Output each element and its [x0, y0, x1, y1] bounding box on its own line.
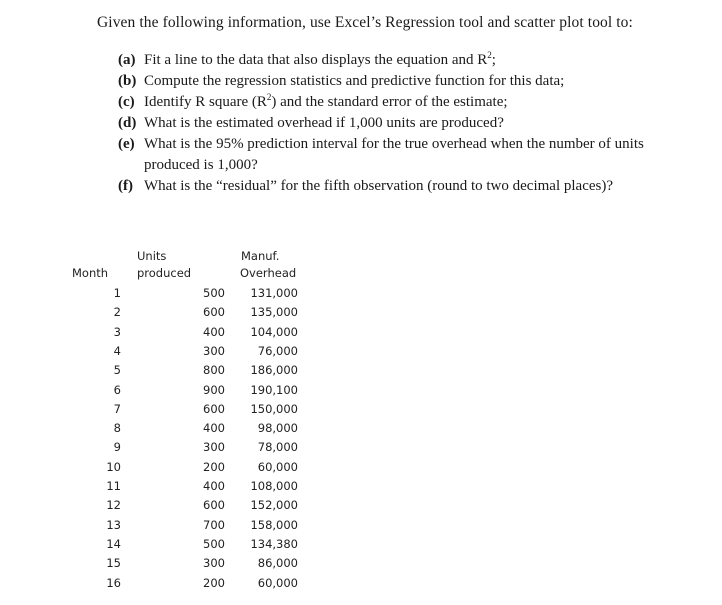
table-row: [0, 305, 722, 324]
month-cell: 5: [113, 363, 121, 378]
month-cell: 14: [106, 536, 121, 551]
header-overhead-line1: Manuf.: [241, 249, 280, 263]
question-label: (c): [118, 94, 135, 110]
month-cell: 1: [113, 286, 121, 300]
units-cell: 900: [203, 382, 225, 397]
table-row: [0, 498, 722, 517]
month-cell: 12: [106, 498, 121, 513]
table-row: [0, 421, 722, 440]
overhead-cell: 134,380: [250, 536, 298, 551]
question-label: (a): [118, 52, 136, 68]
table-row: [0, 286, 722, 305]
units-cell: 300: [203, 440, 225, 455]
question-d: [118, 113, 698, 134]
table-row: [0, 537, 722, 556]
month-cell: 7: [113, 401, 121, 416]
table-row: [0, 363, 722, 382]
question-label: (d): [118, 115, 137, 131]
question-list: [118, 50, 698, 197]
month-cell: 8: [113, 421, 121, 436]
table-row: [0, 344, 722, 363]
table-row: [0, 479, 722, 498]
header-units-line1: Units: [137, 249, 167, 263]
overhead-cell: 78,000: [257, 440, 298, 455]
question-c: [118, 92, 698, 113]
overhead-cell: 135,000: [250, 305, 298, 320]
question-label: (e): [118, 136, 135, 152]
month-cell: 9: [113, 440, 121, 455]
question-text: What is the “residual” for the fifth observation (round to two decimal places)?: [144, 178, 613, 194]
overhead-cell: 152,000: [250, 498, 298, 513]
units-cell: 200: [203, 459, 225, 474]
overhead-cell: 60,000: [257, 575, 298, 590]
units-cell: 400: [203, 421, 225, 436]
units-cell: 700: [203, 517, 225, 532]
question-a: [118, 50, 698, 71]
table-row: [0, 440, 722, 459]
table-row: [0, 576, 722, 595]
month-cell: 13: [106, 517, 121, 532]
month-cell: 15: [106, 556, 121, 571]
units-cell: 600: [203, 401, 225, 416]
instructions-intro: Given the following information, use Excel’s Regression tool and scatter plot tool to:: [97, 14, 633, 31]
month-cell: 16: [106, 575, 121, 590]
question-e: [118, 134, 698, 176]
header-units-line2: produced: [137, 266, 192, 280]
table-row: [0, 383, 722, 402]
header-overhead-line2: Overhead: [240, 266, 297, 280]
overhead-cell: 60,000: [257, 459, 298, 474]
header-month: Month: [72, 266, 109, 280]
question-label: (f): [118, 178, 133, 194]
question-text: Fit a line to the data that also displays the equation and $R^2$;: [144, 50, 496, 68]
overhead-cell: 108,000: [250, 479, 298, 493]
units-cell: 600: [203, 498, 225, 513]
units-cell: 600: [203, 305, 225, 320]
units-cell: 500: [203, 286, 225, 300]
table-row: [0, 518, 722, 537]
overhead-cell: 86,000: [257, 556, 298, 571]
units-cell: 200: [203, 575, 225, 590]
month-cell: 4: [113, 343, 121, 358]
month-cell: 6: [113, 382, 121, 397]
question-b: [118, 71, 698, 92]
table-row: [0, 460, 722, 479]
overhead-cell: 98,000: [257, 421, 298, 436]
question-label: (b): [118, 73, 137, 89]
month-cell: 10: [106, 459, 121, 474]
month-cell: 11: [106, 479, 121, 493]
question-text: Compute the regression statistics and predictive function for this data;: [144, 73, 565, 89]
units-cell: 300: [203, 556, 225, 571]
units-cell: 800: [203, 363, 225, 378]
overhead-cell: 186,000: [250, 363, 298, 378]
units-cell: 500: [203, 536, 225, 551]
table-row: [0, 402, 722, 421]
units-cell: 400: [203, 479, 225, 493]
table-row: [0, 325, 722, 344]
units-cell: 300: [203, 343, 225, 358]
question-f: [118, 176, 698, 197]
overhead-cell: 131,000: [250, 286, 298, 300]
overhead-cell: 104,000: [250, 324, 298, 339]
table-row: [0, 556, 722, 575]
overhead-cell: 190,100: [250, 382, 298, 397]
question-text: What is the estimated overhead if 1,000 units are produced?: [144, 115, 504, 131]
month-cell: 2: [113, 305, 121, 320]
question-text: What is the 95% prediction interval for the true overhead when the number of units produced is 1,000?: [144, 136, 644, 173]
overhead-cell: 150,000: [250, 401, 298, 416]
overhead-cell: 76,000: [257, 343, 298, 358]
month-cell: 3: [113, 324, 121, 339]
overhead-cell: 158,000: [250, 517, 298, 532]
question-text: Identify R square $(R^2)$ and the standard error of the estimate;: [144, 92, 508, 110]
units-cell: 400: [203, 324, 225, 339]
